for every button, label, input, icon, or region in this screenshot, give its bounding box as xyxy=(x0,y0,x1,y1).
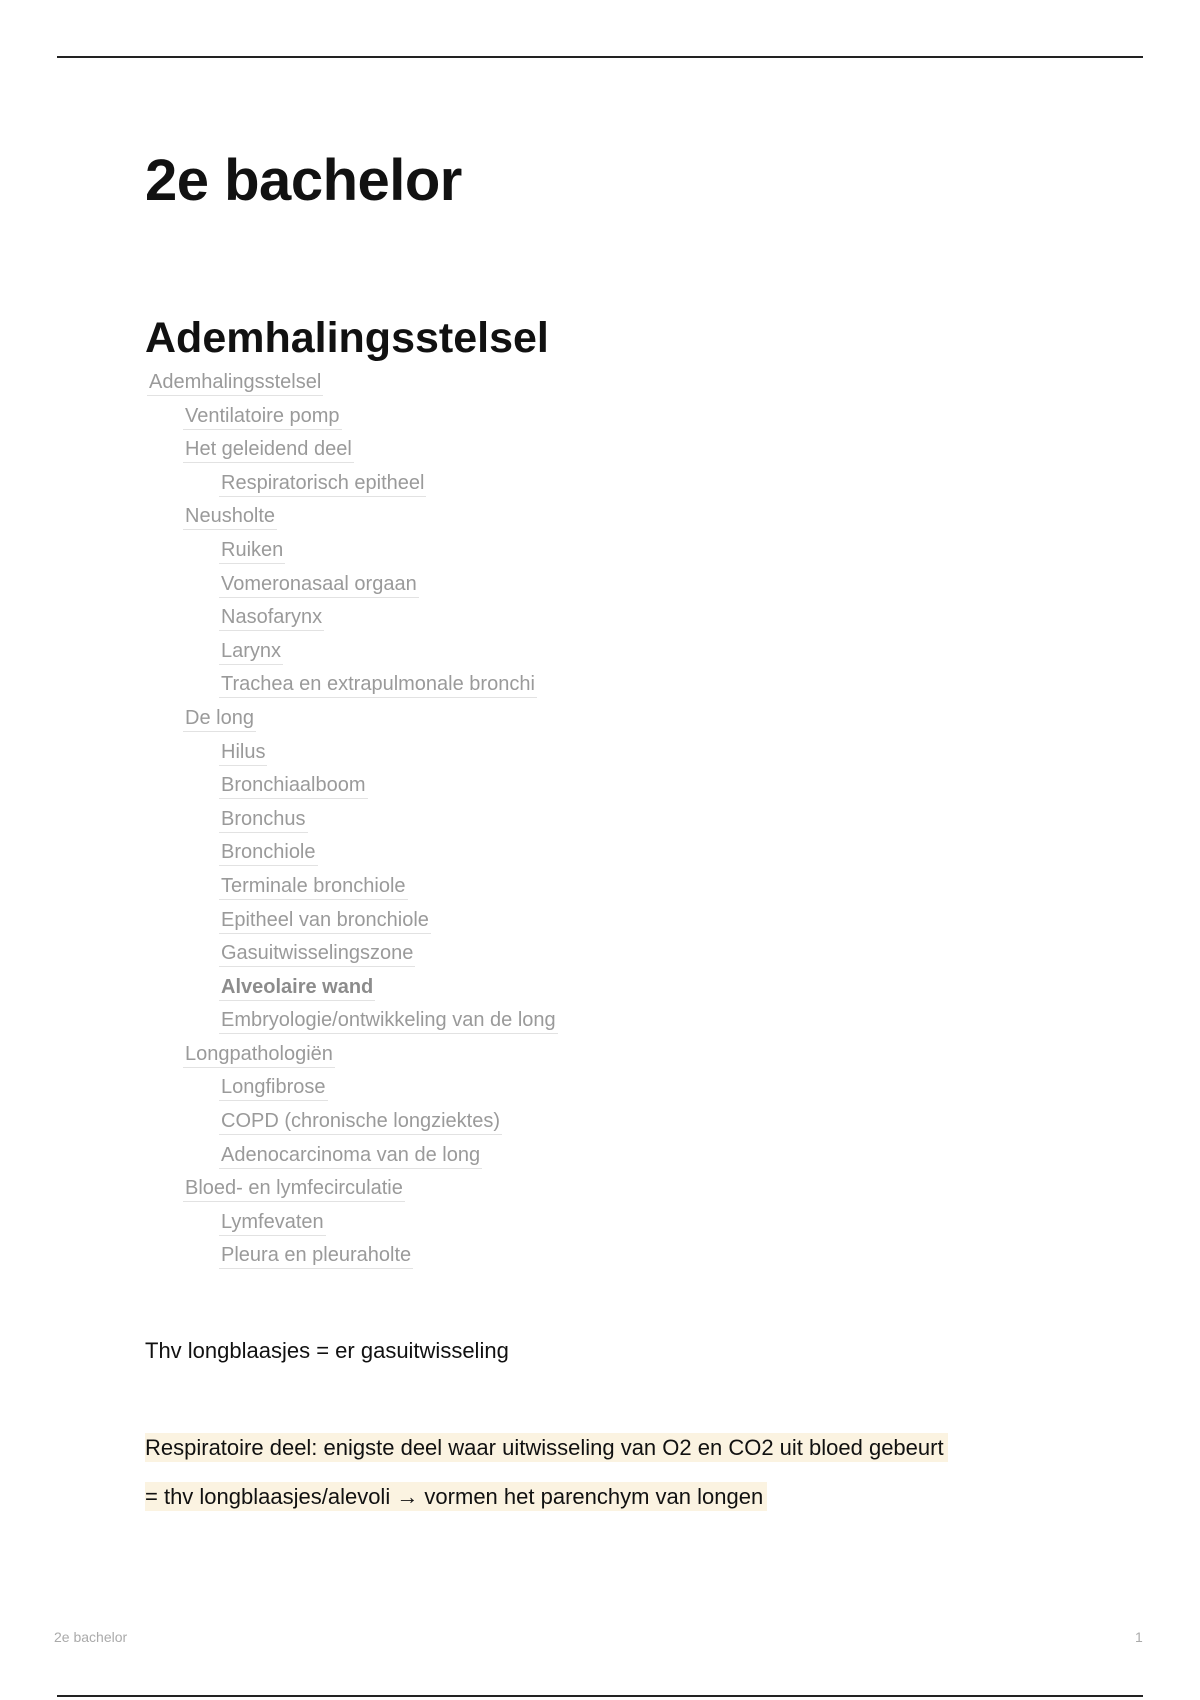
toc-link[interactable]: Trachea en extrapulmonale bronchi xyxy=(219,672,537,698)
toc-link[interactable]: Lymfevaten xyxy=(219,1210,326,1236)
toc-link[interactable]: Embryologie/ontwikkeling van de long xyxy=(219,1008,558,1034)
toc-link[interactable]: Bronchiaalboom xyxy=(219,773,368,799)
toc-link[interactable]: De long xyxy=(183,706,256,732)
toc-link[interactable]: Terminale bronchiole xyxy=(219,874,408,900)
body-paragraph: Thv longblaasjes = er gasuitwisseling xyxy=(145,1338,509,1363)
toc-link[interactable]: Vomeronasaal orgaan xyxy=(219,572,419,598)
page-title: 2e bachelor xyxy=(145,148,462,213)
highlighted-text: = thv longblaasjes/alevoli → vormen het parenchym van longen xyxy=(145,1482,767,1511)
toc-link[interactable]: Pleura en pleuraholte xyxy=(219,1243,413,1269)
toc-link[interactable]: Longpathologiën xyxy=(183,1042,335,1068)
toc-link[interactable]: Hilus xyxy=(219,740,267,766)
highlight-line-2 xyxy=(145,1482,767,1512)
toc-link[interactable]: Gasuitwisselingszone xyxy=(219,941,415,967)
toc-link[interactable]: Longfibrose xyxy=(219,1075,328,1101)
toc-link[interactable]: Bloed- en lymfecirculatie xyxy=(183,1176,405,1202)
toc-link[interactable]: Adenocarcinoma van de long xyxy=(219,1143,482,1169)
page-number: 1 xyxy=(1135,1629,1143,1645)
footer-title: 2e bachelor xyxy=(54,1629,128,1645)
toc-link[interactable]: Epitheel van bronchiole xyxy=(219,908,431,934)
toc-link[interactable]: Het geleidend deel xyxy=(183,437,354,463)
toc-link[interactable]: Ademhalingsstelsel xyxy=(147,370,323,396)
highlight-line-1 xyxy=(145,1433,948,1463)
toc-link[interactable]: Nasofarynx xyxy=(219,605,324,631)
toc-link[interactable]: Bronchiole xyxy=(219,840,318,866)
bottom-rule xyxy=(57,1695,1143,1697)
toc-link[interactable]: Neusholte xyxy=(183,504,277,530)
toc-link[interactable]: Ventilatoire pomp xyxy=(183,404,342,430)
highlighted-text: Respiratoire deel: enigste deel waar uitwisseling van O2 en CO2 uit bloed gebeurt xyxy=(145,1433,948,1462)
top-rule xyxy=(57,56,1143,58)
toc-link[interactable]: Respiratorisch epitheel xyxy=(219,471,426,497)
toc-link[interactable]: COPD (chronische longziektes) xyxy=(219,1109,502,1135)
toc-link[interactable]: Ruiken xyxy=(219,538,285,564)
toc-link[interactable]: Alveolaire wand xyxy=(219,975,375,1001)
toc-link[interactable]: Larynx xyxy=(219,639,283,665)
toc-link[interactable]: Bronchus xyxy=(219,807,308,833)
section-title: Ademhalingsstelsel xyxy=(145,314,549,362)
